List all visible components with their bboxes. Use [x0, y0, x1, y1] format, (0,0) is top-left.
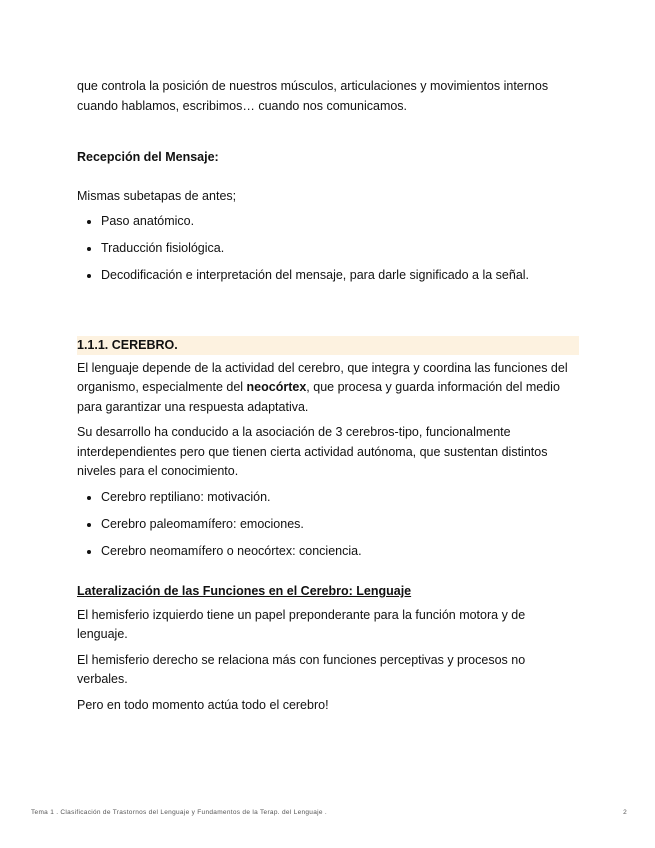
lateralization-paragraph-1: El hemisferio izquierdo tiene un papel preponderante para la función motora y de lenguaje.	[77, 607, 526, 641]
section-paragraph-1-start: El lenguaje depende de la actividad del cerebro, que integra y coordina las funciones del organismo, especialmente del	[77, 360, 568, 394]
lateralization-paragraph-2: El hemisferio derecho se relaciona más con funciones perceptivas y procesos no verbales.	[77, 652, 526, 686]
reception-lead: Mismas subetapas de antes;	[77, 188, 237, 203]
intro-paragraph: que controla la posición de nuestros músculos, articulaciones y movimientos internos cuando hablamos, escribimos… cuando nos comunicamos.	[77, 79, 549, 113]
page-content	[77, 77, 579, 715]
footer-title: Tema 1 . Clasificación de Trastornos del Lenguaje y Fundamentos de la Terap. del Lenguaje .	[31, 809, 328, 816]
reception-list	[77, 212, 579, 286]
list-item: • Decodificación e interpretación del mensaje, para darle significado a la señal.	[101, 266, 579, 286]
section-paragraph-2: Su desarrollo ha conducido a la asociación de 3 cerebros-tipo, funcionalmente interdependientes pero que tienen cierta actividad autónoma, que sustentan distintos niveles para el conocimiento.	[77, 425, 548, 478]
section-paragraph-1-end: , que procesa y guarda información del medio para garantizar una respuesta adaptativa.	[77, 380, 560, 414]
list-item: • Traducción fisiológica.	[101, 239, 579, 259]
list-item: • Paso anatómico.	[101, 212, 579, 232]
neocortex-bold: neocórtex	[246, 380, 307, 394]
list-item: • Cerebro neomamífero o neocórtex: conciencia.	[101, 542, 579, 562]
brains-list	[77, 488, 579, 562]
page-number: 2	[623, 809, 627, 816]
lateralization-paragraph-3: Pero en todo momento actúa todo el cerebro!	[77, 697, 329, 712]
section-heading: 1.1.1. CEREBRO.	[77, 336, 579, 355]
list-item: • Cerebro paleomamífero: emociones.	[101, 515, 579, 535]
lateralization-heading: Lateralización de las Funciones en el Cerebro: Lenguaje	[77, 584, 412, 598]
section-paragraph-1	[77, 359, 579, 418]
reception-heading: Recepción del Mensaje:	[77, 150, 219, 164]
list-item: • Cerebro reptiliano: motivación.	[101, 488, 579, 508]
